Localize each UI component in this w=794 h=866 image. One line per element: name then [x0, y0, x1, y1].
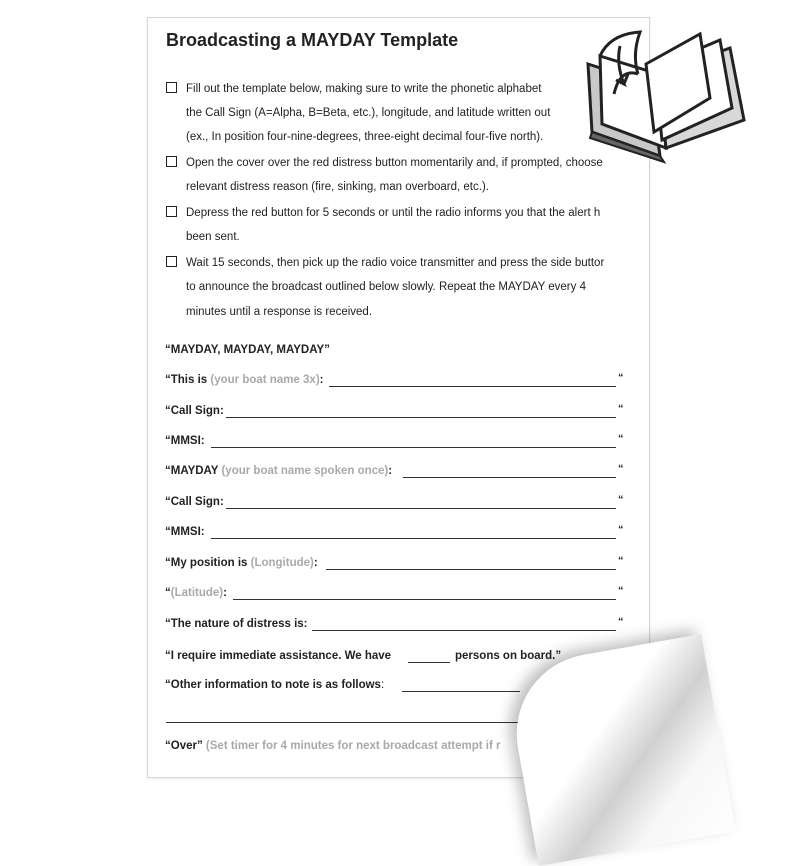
this-is-input[interactable] — [329, 386, 616, 387]
call-sign-label-2: “Call Sign: — [165, 496, 224, 508]
step-4-line-2: to announce the broadcast outlined below slowly. Repeat the MAYDAY every 4 — [186, 281, 586, 293]
close-quote: “ — [618, 372, 624, 384]
mayday-boat-label: “MAYDAY (your boat name spoken once): — [165, 465, 393, 477]
mmsi-label-2: “MMSI: — [165, 526, 205, 538]
over-label: “Over” (Set timer for 4 minutes for next broadcast attempt if r — [165, 740, 501, 752]
close-quote: “ — [618, 433, 624, 445]
other-info-label: “Other information to note is as follows: — [165, 679, 385, 691]
step-4-line-1: Wait 15 seconds, then pick up the radio voice transmitter and press the side buttor — [186, 257, 605, 269]
distress-label: “The nature of distress is: — [165, 618, 308, 630]
close-quote: “ — [618, 494, 624, 506]
assistance-label: “I require immediate assistance. We have — [165, 650, 392, 662]
checkbox-step-1[interactable] — [166, 82, 177, 93]
step-3 — [166, 206, 600, 219]
mayday-header: “MAYDAY, MAYDAY, MAYDAY” — [165, 344, 330, 356]
longitude-input[interactable] — [326, 569, 616, 570]
open-book-icon — [580, 24, 750, 164]
step-1-line-1: Fill out the template below, making sure to write the phonetic alphabet — [186, 83, 542, 95]
close-quote: “ — [618, 403, 624, 415]
close-quote: “ — [618, 555, 624, 567]
mmsi-label: “MMSI: — [165, 435, 205, 447]
step-2-line-2: relevant distress reason (fire, sinking, man overboard, etc.). — [186, 181, 489, 193]
step-1-line-3: (ex., In position four-nine-degrees, three-eight decimal four-five north). — [186, 131, 544, 143]
latitude-label: “(Latitude): — [165, 587, 227, 599]
step-3-line-1: Depress the red button for 5 seconds or until the radio informs you that the alert h — [186, 207, 601, 219]
close-quote: “ — [618, 616, 624, 628]
step-2-line-1: Open the cover over the red distress button momentarily and, if prompted, choose — [186, 157, 603, 169]
step-1-line-2: the Call Sign (A=Alpha, B=Beta, etc.), longitude, and latitude written out — [186, 107, 551, 119]
latitude-input[interactable] — [233, 599, 616, 600]
position-label: “My position is (Longitude): — [165, 557, 318, 569]
persons-count-input[interactable] — [408, 662, 450, 663]
step-3-line-2: been sent. — [186, 231, 240, 243]
mmsi-input-2[interactable] — [211, 538, 616, 539]
assistance-label-end: persons on board.” — [455, 650, 562, 662]
checkbox-step-2[interactable] — [166, 156, 177, 167]
other-info-input-2[interactable] — [166, 722, 520, 723]
call-sign-label: “Call Sign: — [165, 405, 224, 417]
mayday-boat-input[interactable] — [403, 477, 616, 478]
call-sign-input[interactable] — [226, 417, 616, 418]
this-is-label: “This is (your boat name 3x): — [165, 374, 324, 386]
step-2 — [166, 156, 603, 169]
page-title: Broadcasting a MAYDAY Template — [166, 30, 459, 50]
checkbox-step-4[interactable] — [166, 256, 177, 267]
close-quote: “ — [618, 585, 624, 597]
close-quote: “ — [618, 463, 624, 475]
step-4-line-3: minutes until a response is received. — [186, 306, 373, 318]
mmsi-input[interactable] — [211, 447, 616, 448]
other-info-input[interactable] — [402, 691, 520, 692]
step-4 — [166, 256, 604, 269]
call-sign-input-2[interactable] — [226, 508, 616, 509]
step-1 — [166, 82, 541, 95]
close-quote: “ — [618, 524, 624, 536]
checkbox-step-3[interactable] — [166, 206, 177, 217]
distress-input[interactable] — [312, 630, 616, 631]
